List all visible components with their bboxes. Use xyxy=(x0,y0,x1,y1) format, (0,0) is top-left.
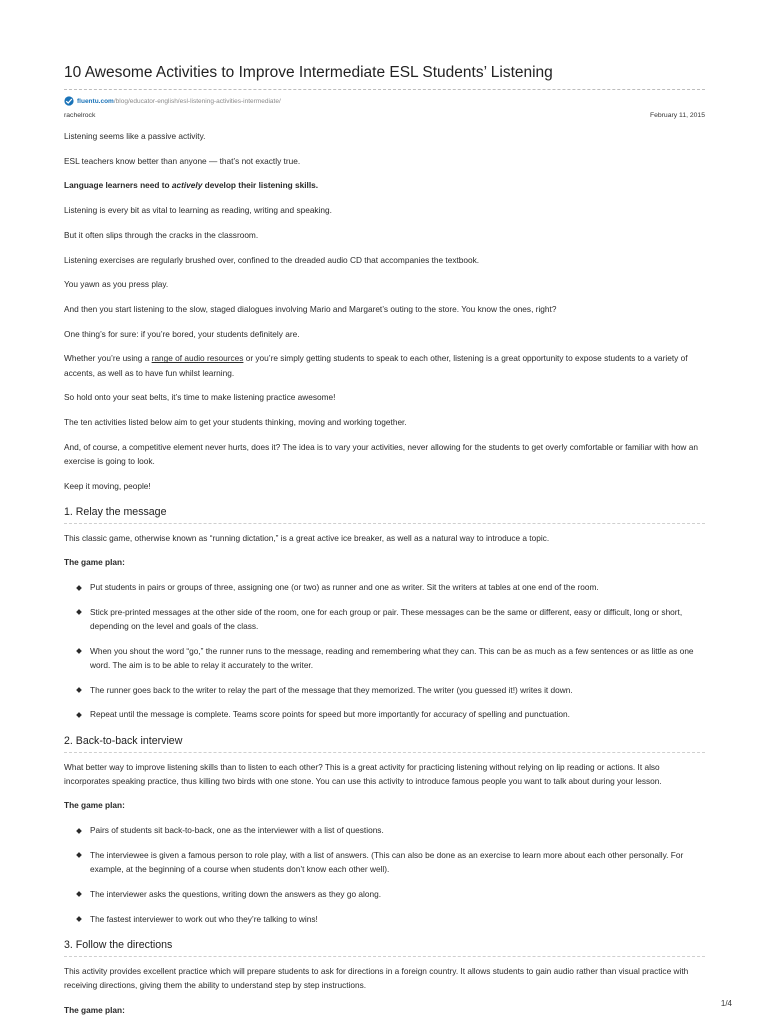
source-url[interactable] xyxy=(64,95,705,107)
list-item xyxy=(64,580,705,594)
source-domain[interactable]: fluentu.com xyxy=(77,97,114,105)
intro-emphasis-paragraph xyxy=(64,178,705,192)
publish-date: February 11, 2015 xyxy=(649,111,705,119)
list-item-text: When you shout the word “go,” the runner runs to the message, reading and remembering what they can. This can be as much as a few sentences or as little as one word. The aim is to be able to relay it accurately to the writer. xyxy=(90,645,694,670)
list-item xyxy=(64,912,705,926)
emphasis-word: actively xyxy=(171,180,203,191)
section-intro: This activity provides excellent practice which will prepare students to ask for directions in a foreign country. It allows students to gain audio rather than visual practice with receiving directions, giving them the ability to understand step by step instructions. xyxy=(64,965,689,990)
intro-paragraph: And then you start listening to the slow, staged dialogues involving Mario and Margaret’s outing to the store. You know the ones, right? xyxy=(64,303,557,314)
section-divider xyxy=(64,523,705,524)
list-item xyxy=(64,683,705,697)
list-item-text: The fastest interviewer to work out who they’re talking to wins! xyxy=(90,913,318,924)
game-plan-label: The game plan: xyxy=(64,1004,125,1015)
bullet-icon xyxy=(76,585,82,591)
list-item xyxy=(64,823,705,837)
title-divider xyxy=(64,89,705,90)
source-path[interactable]: /blog/educator-english/esl-listening-activities-intermediate/ xyxy=(113,97,281,105)
intro-paragraph: ESL teachers know better than anyone — that’s not exactly true. xyxy=(64,155,301,166)
section-heading-interview: 2. Back-to-back interview xyxy=(64,734,183,747)
section-heading-relay: 1. Relay the message xyxy=(64,505,167,518)
page-number: 1/4 xyxy=(720,999,732,1008)
text-segment: or you’re simply getting students to speak to each other, listening is a great opportunity to expose students to a variety of accents, as well as to have fun whilst learning. xyxy=(64,353,688,378)
intro-paragraph: But it often slips through the cracks in the classroom. xyxy=(64,229,259,240)
article-title: 10 Awesome Activities to Improve Intermediate ESL Students’ Listening xyxy=(64,64,553,81)
list-item-text: Pairs of students sit back-to-back, one as the interviewer with a list of questions. xyxy=(90,825,384,836)
list-item-text: Stick pre-printed messages at the other side of the room, one for each group or pair. These messages can be the same or different, easy or difficult, long or short, depending on the level and goals of the class. xyxy=(90,606,683,632)
text-segment: develop their listening skills. xyxy=(202,180,319,191)
list-item-text: The interviewer asks the questions, writing down the answers as they go along. xyxy=(90,888,382,899)
text-segment: Whether you’re using a xyxy=(64,353,152,364)
intro-paragraph: One thing’s for sure: if you’re bored, your students definitely are. xyxy=(64,328,300,339)
bullet-icon xyxy=(76,828,82,834)
section-heading-directions: 3. Follow the directions xyxy=(64,938,173,951)
audio-resources-link[interactable]: range of audio resources xyxy=(151,353,244,364)
bullet-icon xyxy=(76,916,82,922)
list-item xyxy=(64,644,705,672)
intro-paragraph: Listening is every bit as vital to learning as reading, writing and speaking. xyxy=(64,205,332,216)
list-item-text: Put students in pairs or groups of three, assigning one (or two) as runner and one as writer. Sit the writers at tables at one end of the room. xyxy=(90,582,599,593)
bullet-icon xyxy=(76,891,82,897)
list-item xyxy=(64,707,705,721)
intro-paragraph: The ten activities listed below aim to get your students thinking, moving and working together. xyxy=(64,416,407,427)
intro-paragraph: And, of course, a competitive element never hurts, does it? The idea is to vary your activities, never allowing for the students to get overly comfortable or familiar with how an exercise is going to look. xyxy=(64,441,698,466)
bullet-icon xyxy=(76,687,82,693)
game-plan-label: The game plan: xyxy=(64,557,125,568)
intro-paragraph: Keep it moving, people! xyxy=(64,480,151,491)
section-intro: What better way to improve listening skills than to listen to each other? This is a great activity for practicing listening without relying on lip reading or actions. It also incorporates speaking practice, thus killing two birds with one stone. You can use this activity to introduce famous people you want to talk about during your lesson. xyxy=(64,761,662,786)
article-body xyxy=(64,62,705,1017)
section-intro: This classic game, otherwise known as “running dictation,” is a great active ice breaker, as well as a natural way to introduce a topic. xyxy=(64,532,550,543)
fluentu-logo-icon xyxy=(64,96,74,106)
list-item-text: Repeat until the message is complete. Teams score points for speed but more importantly for accuracy of spelling and punctuation. xyxy=(90,709,570,720)
intro-paragraph xyxy=(64,351,705,379)
section-divider xyxy=(64,752,705,753)
bullet-icon xyxy=(76,648,82,654)
bullet-icon xyxy=(76,712,82,718)
game-plan-label: The game plan: xyxy=(64,800,125,811)
list-item xyxy=(64,605,705,633)
list-item xyxy=(64,848,705,876)
list-item-text: The runner goes back to the writer to relay the part of the message that they memorized. The writer (you guessed it!) writes it down. xyxy=(90,684,573,695)
intro-paragraph: Listening seems like a passive activity. xyxy=(64,131,206,141)
bullet-icon xyxy=(76,610,82,616)
bullet-icon xyxy=(76,853,82,859)
article-meta xyxy=(64,109,705,121)
intro-paragraph: So hold onto your seat belts, it’s time to make listening practice awesome! xyxy=(64,392,336,403)
section-divider xyxy=(64,956,705,957)
game-plan-list xyxy=(64,580,705,721)
author-name: rachelrock xyxy=(64,111,96,119)
list-item xyxy=(64,887,705,901)
intro-paragraph: You yawn as you press play. xyxy=(64,279,169,290)
text-segment: Language learners need to xyxy=(64,180,172,191)
list-item-text: The interviewee is given a famous person to role play, with a list of answers. (This can also be done as an exercise to learn more about each other personally. For example, at the beginning of a course when students don’t know each other well). xyxy=(90,849,684,875)
intro-paragraph: Listening exercises are regularly brushed over, confined to the dreaded audio CD that accompanies the textbook. xyxy=(64,254,480,265)
game-plan-list xyxy=(64,823,705,926)
